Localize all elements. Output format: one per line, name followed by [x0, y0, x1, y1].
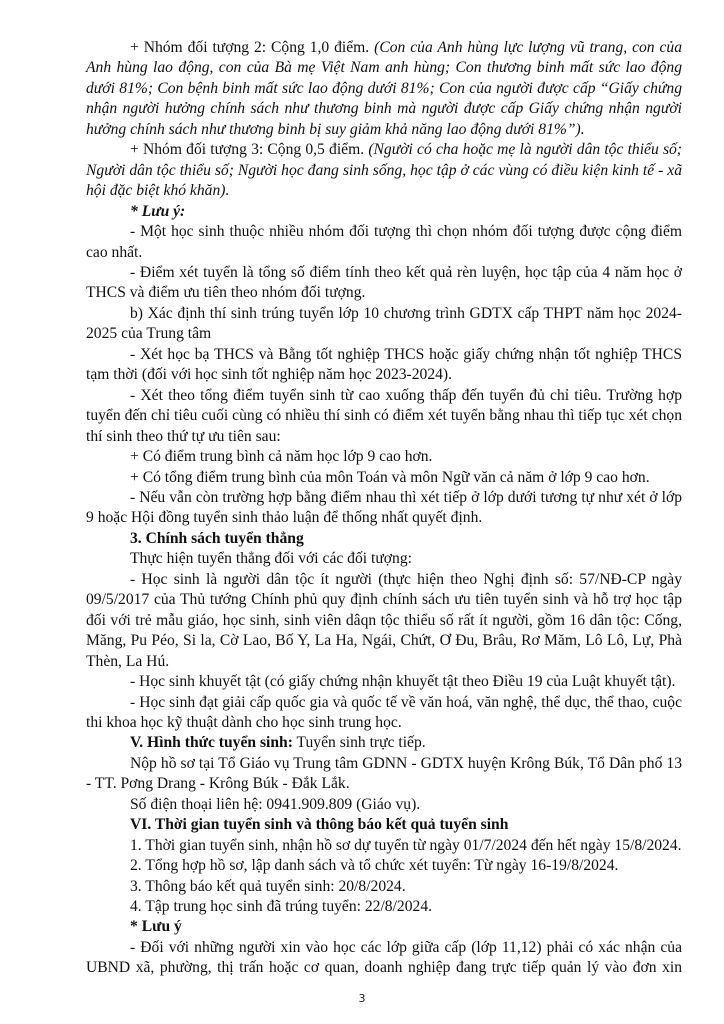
note-heading: * Lưu ý — [130, 918, 182, 936]
document-page — [86, 38, 682, 979]
paragraph: 1. Thời gian tuyển sinh, nhận hồ sơ dự tuyển từ ngày 01/7/2024 đến hết ngày 15/8/2024. — [130, 836, 682, 854]
para-italic: (Con của Anh hùng lực lượng vũ trang, con của Anh hùng lao động, con của Bà mẹ Việt Nam anh hùng; Con thương binh mất sức lao động dưới 81%; Con bệnh binh mất sức lao động dưới 81%; Con của người được cấp “Giấy chứng nhận người hưởng chính sách như thương binh mà người được cấp Giấy chứng nhận người hưởng chính sách như thương binh bị suy giảm khả năng lao động dưới 81%”). — [86, 39, 683, 138]
paragraph-priority-group-3 — [86, 140, 682, 201]
paragraph: 3. Thông báo kết quả tuyển sinh: 20/8/2024. — [130, 877, 406, 895]
paragraph: 2. Tổng hợp hồ sơ, lập danh sách và tổ chức xét tuyển: Từ ngày 16-19/8/2024. — [130, 857, 619, 875]
paragraph: - Một học sinh thuộc nhiều nhóm đối tượng thì chọn nhóm đối tượng được cộng điểm cao nhất. — [86, 223, 682, 261]
paragraph: - Học sinh là người dân tộc ít người (thực hiện theo Nghị định số: 57/NĐ-CP ngày 09/5/2017 của Thủ tướng Chính phủ quy định chính sách ưu tiên tuyển sinh và hỗ trợ học tập đối với trẻ mẫu giáo, học sinh, sinh viên dâqn tộc thiểu số rất ít người, gồm 16 dân tộc: Cống, Măng, Pu Péo, Si la, Cờ Lao, Bố Y, La Ha, Ngái, Chứt, Ơ Đu, Brâu, Rơ Măm, Lô Lô, Lự, Phà Thèn, La Hú. — [86, 570, 682, 670]
paragraph: Nộp hồ sơ tại Tổ Giáo vụ Trung tâm GDNN - GDTX huyện Krông Búk, Tổ Dân phố 13 - TT. Pơng Drang - Krông Búk - Đắk Lắk. — [86, 754, 682, 793]
paragraph: - Xét học bạ THCS và Bằng tốt nghiệp THCS hoặc giấy chứng nhận tốt nghiệp THCS tạm thời (đối với học sinh tốt nghiệp năm học 2023-2024). — [86, 345, 682, 384]
section-heading-schedule: VI. Thời gian tuyển sinh và thông báo kết quả tuyển sinh — [130, 816, 509, 834]
para-italic: (Người có cha hoặc mẹ là người dân tộc thiểu số; Người dân tộc thiểu số; Người học đang sinh sống, học tập ở các vùng có điều kiện kinh tế - xã hội đặc biệt khó khăn). — [86, 141, 683, 200]
para-lead: + Nhóm đối tượng 2: Cộng 1,0 điểm. — [130, 39, 375, 56]
section-admission-form — [86, 733, 682, 753]
note-heading: * Lưu ý: — [130, 202, 186, 220]
paragraph: + Có tổng điểm trung bình của môn Toán và môn Ngữ văn cả năm ở lớp 9 cao hơn. — [130, 468, 650, 486]
section-heading: V. Hình thức tuyển sinh: — [130, 734, 293, 752]
paragraph: - Xét theo tổng điểm tuyển sinh từ cao xuống thấp đến tuyển đủ chỉ tiêu. Trường hợp tuyển đến chỉ tiêu cuối cùng có nhiều thí sinh có điểm xét tuyển bằng nhau thì tiếp tục xét chọn thí sinh theo thứ tự ưu tiên sau: — [86, 386, 682, 445]
section-heading-direct-admission: 3. Chính sách tuyển thẳng — [130, 529, 304, 547]
paragraph: - Học sinh đạt giải cấp quốc gia và quốc tế về văn hoá, văn nghệ, thể dục, thể thao, cuộc thi khoa học kỹ thuật dành cho học sinh trung học. — [86, 693, 682, 731]
page-number: 3 — [358, 992, 366, 1005]
paragraph: Thực hiện tuyển thẳng đối với các đối tượng: — [130, 550, 412, 568]
paragraph: b) Xác định thí sinh trúng tuyển lớp 10 chương trình GDTX cấp THPT năm học 2024-2025 của Trung tâm — [86, 304, 682, 343]
paragraph-phone: Số điện thoại liên hệ: 0941.909.809 (Giáo vụ). — [130, 795, 421, 813]
paragraph: - Học sinh khuyết tật (có giấy chứng nhận khuyết tật theo Điều 19 của Luật khuyết tật). — [130, 673, 676, 691]
para-lead: + Nhóm đối tượng 3: Cộng 0,5 điểm. — [130, 141, 369, 159]
paragraph-priority-group-2 — [86, 38, 682, 140]
paragraph: + Có điểm trung bình cả năm học lớp 9 cao hơn. — [130, 448, 433, 466]
section-text: Tuyển sinh trực tiếp. — [292, 734, 426, 752]
paragraph: - Đối với những người xin vào học các lớp giữa cấp (lớp 11,12) phải có xác nhận của UBND xã, phường, thị trấn hoặc cơ quan, doanh nghiệp đang trực tiếp quản lý vào đơn xin — [86, 938, 682, 977]
paragraph: - Nếu vẫn còn trường hợp bằng điểm nhau thì xét tiếp ở lớp dưới tương tự như xét ở lớp 9 hoặc Hội đồng tuyển sinh thảo luận để thống nhất quyết định. — [86, 488, 682, 527]
paragraph: 4. Tập trung học sinh đã trúng tuyển: 22/8/2024. — [130, 898, 433, 916]
paragraph: - Điểm xét tuyển là tổng số điểm tính theo kết quả rèn luyện, học tập của 4 năm học ở THCS và điểm ưu tiên theo nhóm đối tượng. — [86, 263, 682, 302]
